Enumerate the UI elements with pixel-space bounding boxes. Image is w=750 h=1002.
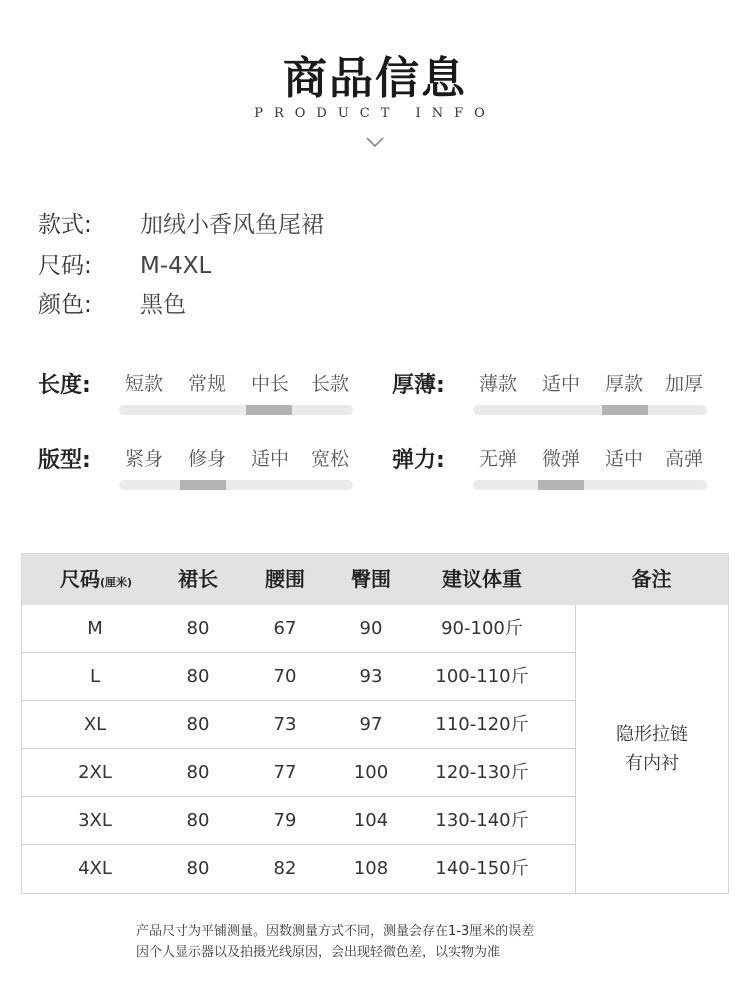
info-row-color — [38, 286, 186, 319]
attr-option: 适中 — [604, 448, 643, 470]
page-subtitle: PRODUCT INFO — [254, 106, 496, 121]
attr-indicator — [180, 480, 226, 490]
attr-option: 高弹 — [664, 448, 703, 470]
header-size: 尺码(厘米) — [59, 567, 133, 591]
header-waist: 腰围 — [265, 567, 305, 591]
info-label: 尺码: — [38, 253, 92, 279]
cell-hip: 100 — [353, 762, 389, 783]
cell-size: 3XL — [78, 810, 112, 831]
attr-option: 适中 — [541, 373, 580, 395]
chevron-down-icon — [365, 134, 385, 150]
cell-waist: 79 — [273, 810, 297, 831]
remark-cell — [575, 605, 728, 893]
info-row-size — [38, 247, 211, 280]
footnote-line: 产品尺寸为平铺测量。因数测量方式不同，测量会存在1-3厘米的误差 — [136, 924, 535, 939]
table-row — [22, 845, 575, 893]
attr-label-elasticity: 弹力: — [392, 448, 445, 473]
cell-length: 80 — [186, 858, 210, 879]
attr-option: 紧身 — [124, 448, 163, 470]
cell-waist: 67 — [273, 618, 297, 639]
header-hip: 臀围 — [351, 567, 391, 591]
cell-hip: 97 — [359, 714, 383, 735]
remark-line: 隐形拉链 — [616, 724, 688, 745]
size-table — [21, 553, 729, 894]
cell-hip: 104 — [353, 810, 389, 831]
attr-option: 中长 — [250, 373, 289, 395]
cell-weight: 140-150斤 — [435, 858, 529, 879]
cell-weight: 90-100斤 — [441, 618, 523, 639]
table-header — [22, 554, 728, 605]
cell-hip: 108 — [353, 858, 389, 879]
cell-waist: 82 — [273, 858, 297, 879]
cell-length: 80 — [186, 618, 210, 639]
attr-indicator — [602, 405, 648, 415]
info-label: 颜色: — [38, 292, 92, 318]
attr-track-thickness — [473, 405, 707, 415]
footnote-line: 因个人显示器以及拍摄光线原因，会出现轻微色差，以实物为准 — [136, 945, 501, 960]
table-row — [22, 701, 575, 749]
cell-size: XL — [83, 714, 107, 735]
attr-option: 厚款 — [604, 373, 643, 395]
info-label: 款式: — [38, 212, 92, 238]
cell-size: 4XL — [78, 858, 112, 879]
cell-length: 80 — [186, 762, 210, 783]
cell-waist: 73 — [273, 714, 297, 735]
header-length: 裙长 — [178, 567, 218, 591]
info-value: 黑色 — [140, 292, 186, 318]
cell-waist: 70 — [273, 666, 297, 687]
header-remark: 备注 — [631, 567, 672, 591]
table-row — [22, 797, 575, 845]
attr-track-length — [119, 405, 353, 415]
attr-option: 修身 — [187, 448, 226, 470]
cell-length: 80 — [186, 810, 210, 831]
attr-option: 短款 — [124, 373, 163, 395]
attr-label-thickness: 厚薄: — [392, 373, 445, 398]
cell-hip: 93 — [359, 666, 383, 687]
attr-option: 适中 — [250, 448, 289, 470]
table-row — [22, 605, 575, 653]
info-row-style — [38, 206, 324, 239]
info-value: 加绒小香风鱼尾裙 — [140, 212, 324, 238]
attr-option: 加厚 — [664, 373, 703, 395]
cell-hip: 90 — [359, 618, 383, 639]
attr-indicator — [538, 480, 584, 490]
attr-track-elasticity — [473, 480, 707, 490]
attr-option: 常规 — [187, 373, 226, 395]
attr-label-length: 长度: — [38, 373, 91, 398]
cell-length: 80 — [186, 666, 210, 687]
attr-label-fit: 版型: — [38, 448, 91, 473]
cell-length: 80 — [186, 714, 210, 735]
cell-size: L — [89, 666, 101, 687]
page-title: 商品信息 — [283, 53, 467, 104]
remark-line: 有内衬 — [625, 753, 679, 774]
cell-weight: 100-110斤 — [435, 666, 529, 687]
table-row — [22, 653, 575, 701]
cell-waist: 77 — [273, 762, 297, 783]
attr-option: 微弹 — [541, 448, 580, 470]
cell-weight: 110-120斤 — [435, 714, 529, 735]
table-row — [22, 749, 575, 797]
info-value: M-4XL — [140, 253, 212, 279]
cell-size: M — [87, 618, 103, 639]
attr-option: 薄款 — [478, 373, 517, 395]
cell-weight: 120-130斤 — [435, 762, 529, 783]
attr-option: 宽松 — [310, 448, 349, 470]
attr-option: 无弹 — [478, 448, 517, 470]
header-weight: 建议体重 — [442, 567, 522, 591]
attr-indicator — [246, 405, 292, 415]
cell-size: 2XL — [78, 762, 112, 783]
cell-weight: 130-140斤 — [435, 810, 529, 831]
attr-option: 长款 — [310, 373, 349, 395]
attr-track-fit — [119, 480, 353, 490]
